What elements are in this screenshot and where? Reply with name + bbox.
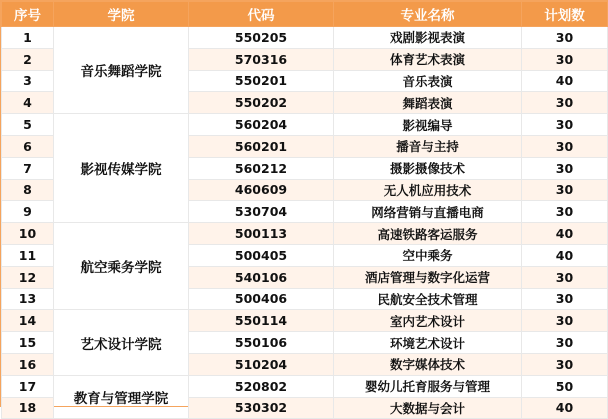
cell-code: 550202 [189,92,334,114]
cell-code: 550205 [189,27,334,49]
cell-plan: 30 [522,332,608,354]
cell-major: 体育艺术表演 [334,48,522,70]
table-row [2,223,608,245]
cell-seq: 8 [2,179,54,201]
cell-department: 影视传媒学院 [54,114,189,223]
cell-major: 影视编导 [334,114,522,136]
cell-code: 540106 [189,266,334,288]
cell-plan: 30 [522,157,608,179]
cell-plan: 50 [522,375,608,397]
cell-code: 570316 [189,48,334,70]
cell-seq: 6 [2,135,54,157]
cell-major: 大数据与会计 [334,397,522,419]
cell-plan: 30 [522,266,608,288]
cell-department: 教育与管理学院 [54,375,189,419]
cell-major: 音乐表演 [334,70,522,92]
cell-seq: 16 [2,353,54,375]
cell-seq: 9 [2,201,54,223]
cell-code: 500406 [189,288,334,310]
cell-code: 520802 [189,375,334,397]
cell-seq: 10 [2,223,54,245]
cell-major: 婴幼儿托育服务与管理 [334,375,522,397]
header-major: 专业名称 [334,2,522,27]
cell-plan: 40 [522,244,608,266]
cell-seq: 3 [2,70,54,92]
cell-major: 舞蹈表演 [334,92,522,114]
table-row [2,114,608,136]
cell-seq: 5 [2,114,54,136]
cell-code: 550106 [189,332,334,354]
table-row [2,310,608,332]
cell-seq: 4 [2,92,54,114]
cell-plan: 30 [522,201,608,223]
cell-seq: 1 [2,27,54,49]
cell-seq: 14 [2,310,54,332]
cell-code: 530302 [189,397,334,419]
cell-major: 播音与主持 [334,135,522,157]
cell-plan: 30 [522,135,608,157]
cell-major: 摄影摄像技术 [334,157,522,179]
enrollment-plan-table [1,1,608,419]
cell-major: 酒店管理与数字化运营 [334,266,522,288]
cell-code: 560212 [189,157,334,179]
cell-seq: 18 [2,397,54,419]
cell-major: 民航安全技术管理 [334,288,522,310]
cell-major: 戏剧影视表演 [334,27,522,49]
cell-plan: 30 [522,179,608,201]
cell-major: 空中乘务 [334,244,522,266]
cell-seq: 17 [2,375,54,397]
cell-code: 560204 [189,114,334,136]
cell-plan: 40 [522,397,608,419]
cell-seq: 15 [2,332,54,354]
cell-seq: 13 [2,288,54,310]
cell-plan: 40 [522,223,608,245]
cell-seq: 2 [2,48,54,70]
cell-major: 环境艺术设计 [334,332,522,354]
table-row [2,27,608,49]
cell-code: 460609 [189,179,334,201]
header-dept: 学院 [54,2,189,27]
cell-seq: 12 [2,266,54,288]
cell-major: 高速铁路客运服务 [334,223,522,245]
cell-code: 500405 [189,244,334,266]
cell-plan: 30 [522,27,608,49]
cell-code: 560201 [189,135,334,157]
cell-code: 530704 [189,201,334,223]
table-row [2,375,608,397]
header-row [2,2,608,27]
cell-department: 航空乘务学院 [54,223,189,310]
header-seq: 序号 [2,2,54,27]
cell-plan: 30 [522,92,608,114]
cell-plan: 30 [522,353,608,375]
cell-department: 音乐舞蹈学院 [54,27,189,114]
cell-plan: 30 [522,288,608,310]
cell-code: 500113 [189,223,334,245]
cell-major: 数字媒体技术 [334,353,522,375]
cell-seq: 7 [2,157,54,179]
cell-code: 550201 [189,70,334,92]
cell-plan: 30 [522,114,608,136]
cell-major: 室内艺术设计 [334,310,522,332]
cell-department: 艺术设计学院 [54,310,189,375]
cell-major: 无人机应用技术 [334,179,522,201]
cell-plan: 40 [522,70,608,92]
cell-major: 网络营销与直播电商 [334,201,522,223]
cell-plan: 30 [522,310,608,332]
table-body [2,27,608,419]
header-plan: 计划数 [522,2,608,27]
cell-code: 510204 [189,353,334,375]
cell-seq: 11 [2,244,54,266]
header-code: 代码 [189,2,334,27]
cell-plan: 30 [522,48,608,70]
cell-code: 550114 [189,310,334,332]
